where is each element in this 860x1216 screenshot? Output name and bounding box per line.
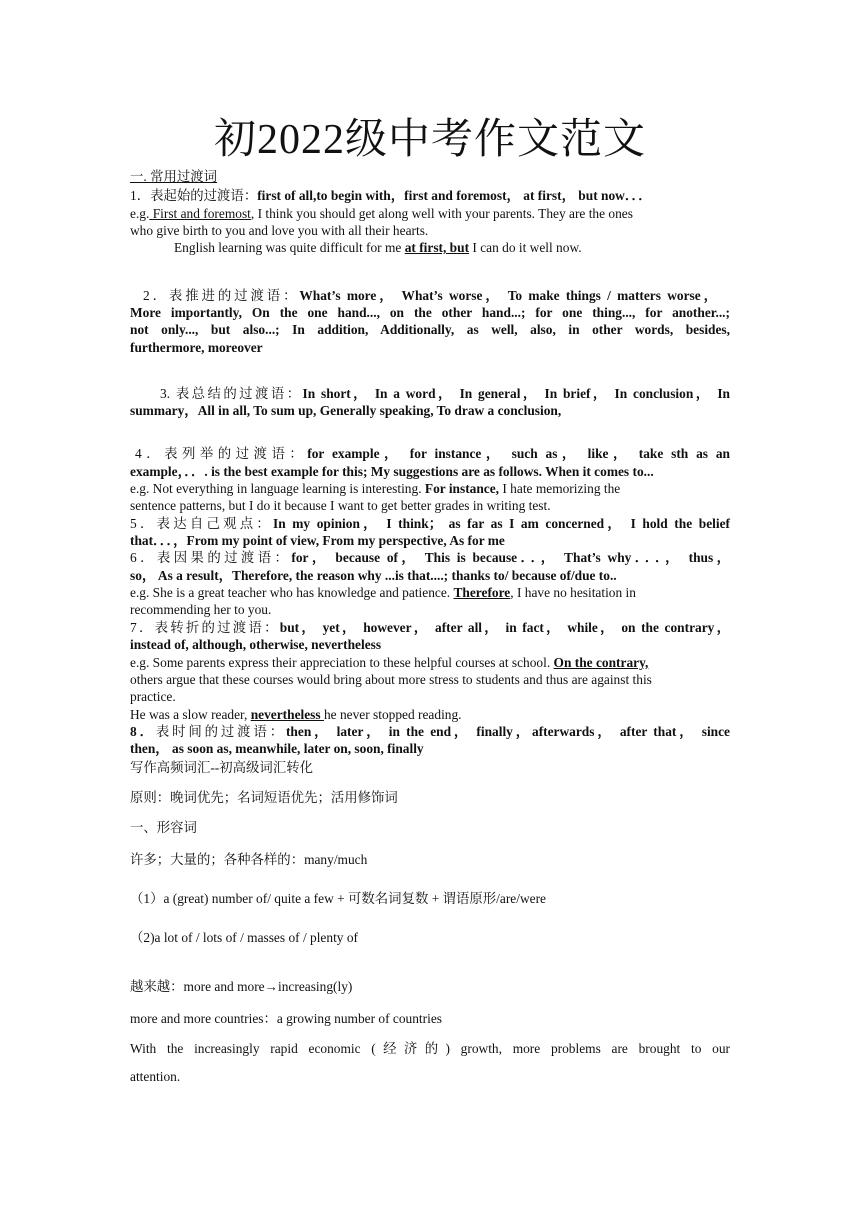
- item-5-phrases: In my opinion， I think； as far as I am concerned， I hold the belief: [273, 516, 730, 531]
- item-6-example-line2: recommending her to you.: [130, 602, 272, 617]
- item-2-line1: [130, 287, 717, 304]
- example-underlined: First and foremost: [149, 206, 251, 221]
- item-6-label: 6．表因果的过渡语：: [130, 550, 292, 565]
- item-5-line2: that．．．，From my point of view, From my perspective, As for me: [130, 533, 505, 548]
- item-3-phrases: In short， In a word， In general， In brief， In conclusion， In: [302, 386, 731, 401]
- section-heading-transitions: 一. 常用过渡词: [130, 169, 218, 184]
- item-7-label: 7．表转折的过渡语：: [130, 620, 280, 635]
- item-1-line: [130, 187, 730, 204]
- example-text: e.g. Some parents express their appreciation to these helpful courses at school.: [130, 655, 554, 670]
- example-text: He was a slow reader,: [130, 707, 251, 722]
- item-2-phrases: What’s more， What’s worse， To make things / matters worse，: [299, 288, 717, 303]
- item-2-line2: More importantly, On the one hand..., on the other hand...; for one thing..., for another...;: [130, 305, 730, 320]
- item-6-example-line1: [130, 584, 730, 601]
- many-label: 许多；大量的；各种各样的: [130, 853, 291, 868]
- example-underlined: Therefore: [453, 585, 511, 600]
- with-sentence-line1: With the increasingly rapid economic (经济的) growth, more problems are brought to our: [130, 1041, 730, 1056]
- example-underlined: at first, but: [404, 240, 470, 255]
- example-text: English learning was quite difficult for me: [174, 240, 405, 255]
- more-and-more-line: 越来越：more and more→increasing(ly): [130, 979, 353, 994]
- item-1-phrases: first of all,to begin with，first and foremost， at first， but now．．．: [257, 188, 652, 203]
- item-4-line2: example，．．. is the best example for this; My suggestions are as follows. When it comes to...: [130, 464, 654, 479]
- rule-cn-term: 谓语原形: [442, 892, 497, 907]
- item-3-line2: summary，All in all, To sum up, Generally speaking, To draw a conclusion,: [130, 403, 562, 418]
- item-2-line4: furthermore, moreover: [130, 340, 263, 355]
- item-7-example2: [130, 706, 730, 723]
- item-8-phrases: then， later， in the end， finally，afterwards， after that， since: [285, 724, 730, 739]
- item-8-line1: [130, 723, 730, 740]
- item-4-line1: [130, 445, 730, 462]
- example-underlined: On the contrary,: [553, 655, 649, 670]
- item-7-example-line2: others argue that these courses would bring about more stress to students and thus are against this: [130, 672, 652, 687]
- example-prefix: e.g.: [130, 206, 150, 221]
- principle-line: 原则：晚词优先；名词短语优先；活用修饰词: [130, 790, 398, 805]
- item-4-example-line2: sentence patterns, but I do it because I want to get better grades in writing test.: [130, 498, 551, 513]
- item-7-line2: instead of, although, otherwise, nevertheless: [130, 637, 382, 652]
- item-7-example-line3: practice.: [130, 689, 176, 704]
- item-4-label: 4．表列举的过渡语：: [135, 446, 308, 461]
- item-2-label: 2．表推进的过渡语：: [143, 288, 300, 303]
- many-words: ：many/much: [290, 852, 368, 867]
- rule-item-2: （2)a lot of / lots of / masses of / plenty of: [130, 930, 358, 945]
- item-8-number: 8．: [130, 724, 156, 739]
- page-title: 初2022级中考作文范文: [213, 117, 646, 163]
- example-text: I can do it well now.: [469, 240, 582, 255]
- example-text: e.g. She is a great teacher who has knowledge and patience.: [130, 585, 454, 600]
- more-and-more-example: more and more countries：a growing number of countries: [130, 1011, 442, 1026]
- item-5-line1: [130, 515, 730, 532]
- rule-text: +: [428, 891, 443, 906]
- item-1-example-line1: [130, 205, 730, 222]
- item-1-example2: [174, 239, 730, 256]
- item-2-line3: not only..., but also...; In addition, Additionally, as well, also, in other words, besides,: [130, 322, 730, 337]
- example-bold: For instance,: [424, 481, 500, 496]
- example-text: he never stopped reading.: [323, 707, 462, 722]
- rule-text: /are/were: [496, 891, 546, 906]
- item-6-line1: [130, 549, 730, 566]
- rule-text: （1）a (great) number of/ quite a few +: [130, 891, 349, 906]
- rule-item-1: [130, 890, 730, 908]
- subsection-adjectives: 一、形容词: [130, 820, 197, 835]
- item-8-line2: then， as soon as, meanwhile, later on, soon, finally: [130, 741, 424, 756]
- many-line: [130, 851, 730, 869]
- item-4-example-line1: [130, 480, 730, 497]
- example-text: , I have no hesitation in: [510, 585, 636, 600]
- item-3-label: 3. 表总结的过渡语：: [160, 386, 303, 401]
- example-underlined: nevertheless: [250, 707, 324, 722]
- item-7-phrases: but， yet， however， after all， in fact， while， on the contrary，: [279, 620, 731, 635]
- example-text: , I think you should get along well with your parents. They are the ones: [250, 206, 633, 221]
- example-text: e.g. Not everything in language learning is interesting.: [130, 481, 425, 496]
- example-text: I hate memorizing the: [499, 481, 621, 496]
- item-1-label: 1．表起始的过渡语：: [130, 188, 258, 203]
- item-7-line1: [130, 619, 730, 636]
- item-4-phrases: for example， for instance， such as， like， take sth as an: [307, 446, 730, 461]
- item-7-example-line1: [130, 654, 730, 671]
- item-6-phrases: for， because of， This is because．．， That’s why．．．， thus，: [291, 550, 731, 565]
- item-5-label: 5．表达自己观点：: [130, 516, 274, 531]
- rule-cn-term: 可数名词复数: [348, 892, 429, 907]
- item-6-line2: so， As a result，Therefore, the reason why ...is that....; thanks to/ because of/due to..: [130, 568, 617, 583]
- item-1-example-line2: who give birth to you and love you with all their hearts.: [130, 223, 429, 238]
- section-heading-vocabulary: 写作高频词汇--初高级词汇转化: [130, 760, 313, 775]
- item-3-line1: [130, 385, 730, 402]
- item-8-label: 表时间的过渡语：: [155, 724, 286, 739]
- with-sentence-line2: attention.: [130, 1069, 181, 1084]
